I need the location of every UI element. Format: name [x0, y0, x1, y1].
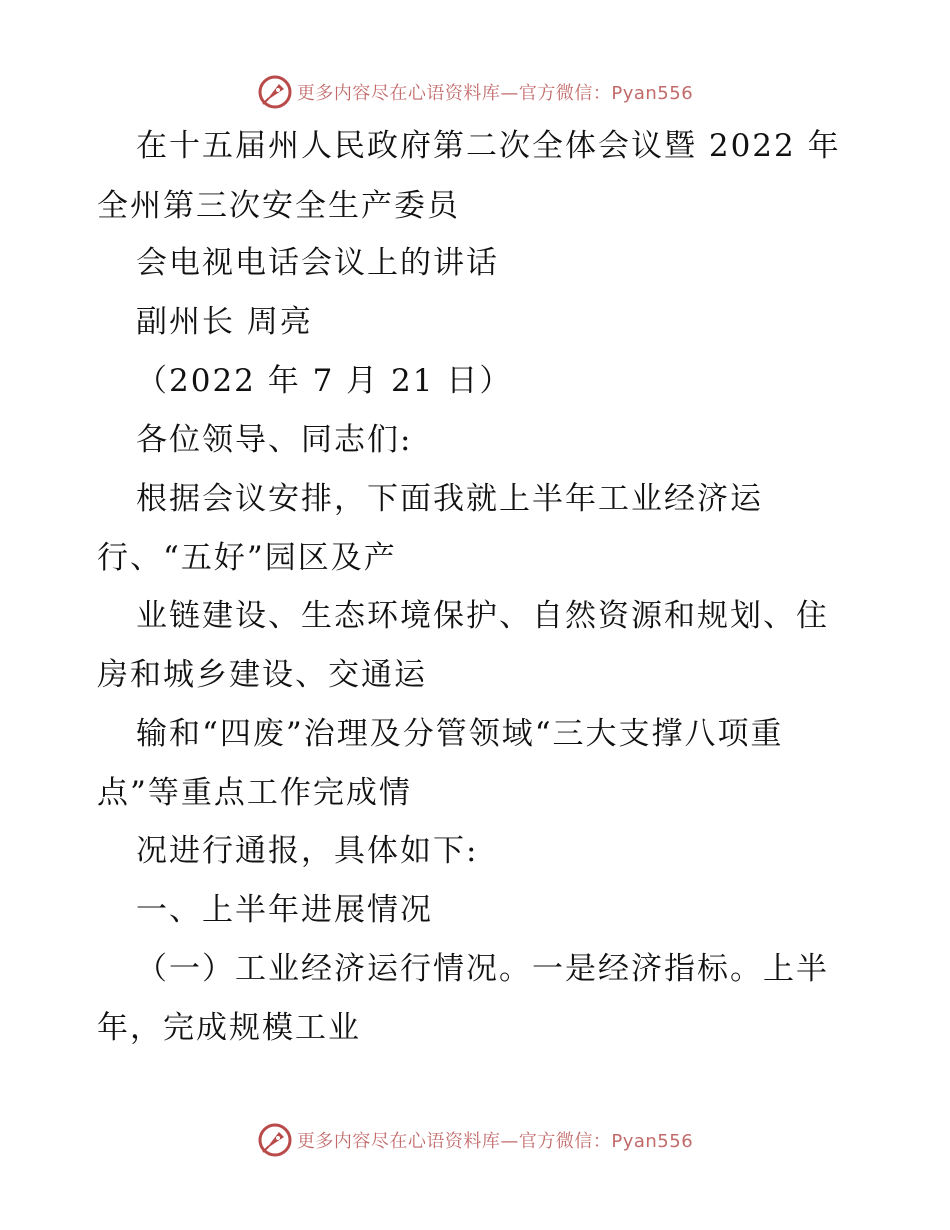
section-heading: 一、上半年进展情况: [136, 892, 433, 928]
pen-nib-logo-icon: [257, 74, 293, 110]
watermark-text: 更多内容尽在心语资料库—官方微信：Pyan556: [296, 83, 694, 104]
date-line: （2022 年 7 月 21 日）: [136, 363, 513, 399]
title-line-2: 全州第三次安全生产委员: [97, 188, 460, 224]
title-line-3: 会电视电话会议上的讲话: [136, 245, 499, 281]
title-line-1: 在十五届州人民政府第二次全体会议暨 2022 年: [136, 128, 841, 164]
speaker-line: 副州长 周亮: [136, 304, 313, 340]
header-watermark: [0, 72, 950, 112]
paragraph-line: 年，完成规模工业: [97, 1010, 361, 1046]
paragraph-line: 输和“四废”治理及分管领域“三大支撑八项重: [136, 716, 784, 752]
paragraph-line: 况进行通报，具体如下:: [136, 833, 479, 869]
paragraph-line: 行、“五好”园区及产: [97, 540, 397, 576]
paragraph-line: 业链建设、生态环境保护、自然资源和规划、住: [136, 598, 829, 634]
paragraph-line: （一）工业经济运行情况。一是经济指标。上半: [136, 951, 829, 987]
paragraph-line: 根据会议安排，下面我就上半年工业经济运: [136, 481, 763, 517]
watermark-text: 更多内容尽在心语资料库—官方微信：Pyan556: [296, 1131, 694, 1152]
paragraph-line: 房和城乡建设、交通运: [97, 657, 427, 693]
paragraph-line: 点”等重点工作完成情: [97, 775, 412, 811]
salutation-line: 各位领导、同志们:: [136, 422, 413, 458]
footer-watermark: [0, 1120, 950, 1160]
pen-nib-logo-icon: [257, 1122, 293, 1158]
